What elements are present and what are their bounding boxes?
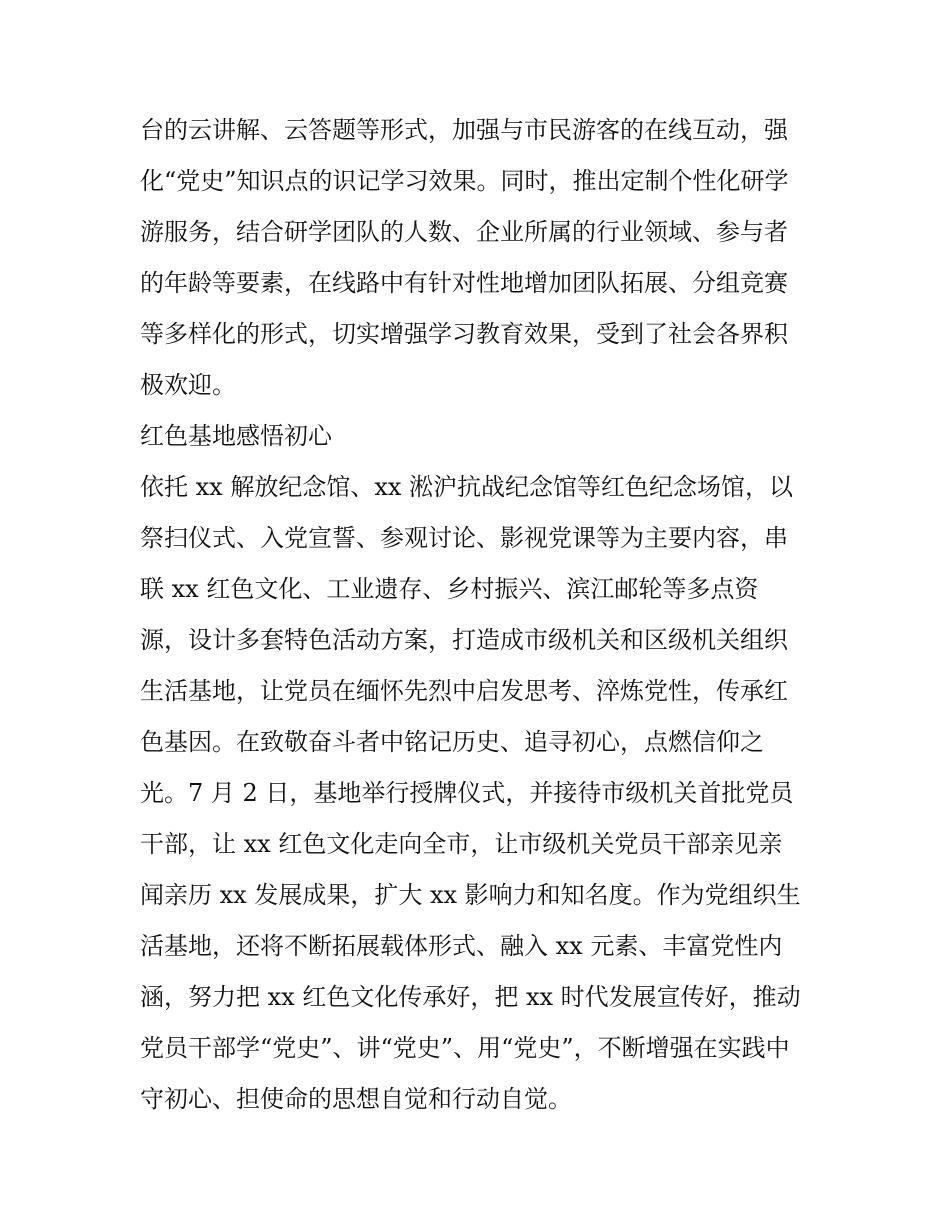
paragraph-2-line: 生活基地，让党员在缅怀先烈中启发思考、淬炼党性，传承红 (140, 677, 788, 705)
section-heading: 红色基地感悟初心 (140, 422, 332, 450)
document-body (140, 105, 820, 1125)
paragraph-2-line: 干部，让 xx 红色文化走向全市，让市级机关党员干部亲见亲 (140, 830, 783, 858)
paragraph-2-line: 党员干部学“党史”、讲“党史”、用“党史”，不断增强在实践中 (140, 1034, 790, 1062)
paragraph-2-line: 光。7 月 2 日，基地举行授牌仪式，并接待市级机关首批党员 (140, 779, 794, 807)
paragraph-2-line: 祭扫仪式、入党宣誓、参观讨论、影视党课等为主要内容，串 (140, 524, 788, 552)
paragraph-1-line: 等多样化的形式，切实增强学习教育效果，受到了社会各界积 (140, 320, 788, 348)
paragraph-1-line: 化“党史”知识点的识记学习效果。同时，推出定制个性化研学 (140, 167, 789, 195)
paragraph-1-line: 台的云讲解、云答题等形式，加强与市民游客的在线互动，强 (140, 116, 788, 144)
paragraph-2-line: 涵，努力把 xx 红色文化传承好，把 xx 时代发展宣传好，推动 (140, 983, 801, 1011)
paragraph-2-line: 色基因。在致敬奋斗者中铭记历史、追寻初心，点燃信仰之 (140, 728, 764, 756)
paragraph-2-line: 依托 xx 解放纪念馆、xx 淞沪抗战纪念馆等红色纪念场馆，以 (140, 473, 794, 501)
paragraph-2-line: 闻亲历 xx 发展成果，扩大 xx 影响力和知名度。作为党组织生 (140, 881, 801, 909)
paragraph-1-line: 的年龄等要素，在线路中有针对性地增加团队拓展、分组竞赛 (140, 269, 788, 297)
paragraph-2-line: 联 xx 红色文化、工业遗存、乡村振兴、滨江邮轮等多点资 (140, 575, 759, 603)
paragraph-1-line: 极欢迎。 (140, 371, 236, 399)
paragraph-2-line: 活基地，还将不断拓展载体形式、融入 xx 元素、丰富党性内 (140, 932, 783, 960)
paragraph-2-line: 源，设计多套特色活动方案，打造成市级机关和区级机关组织 (140, 626, 788, 654)
paragraph-1-line: 游服务，结合研学团队的人数、企业所属的行业领域、参与者 (140, 218, 788, 246)
paragraph-2-line: 守初心、担使命的思想自觉和行动自觉。 (140, 1085, 572, 1113)
